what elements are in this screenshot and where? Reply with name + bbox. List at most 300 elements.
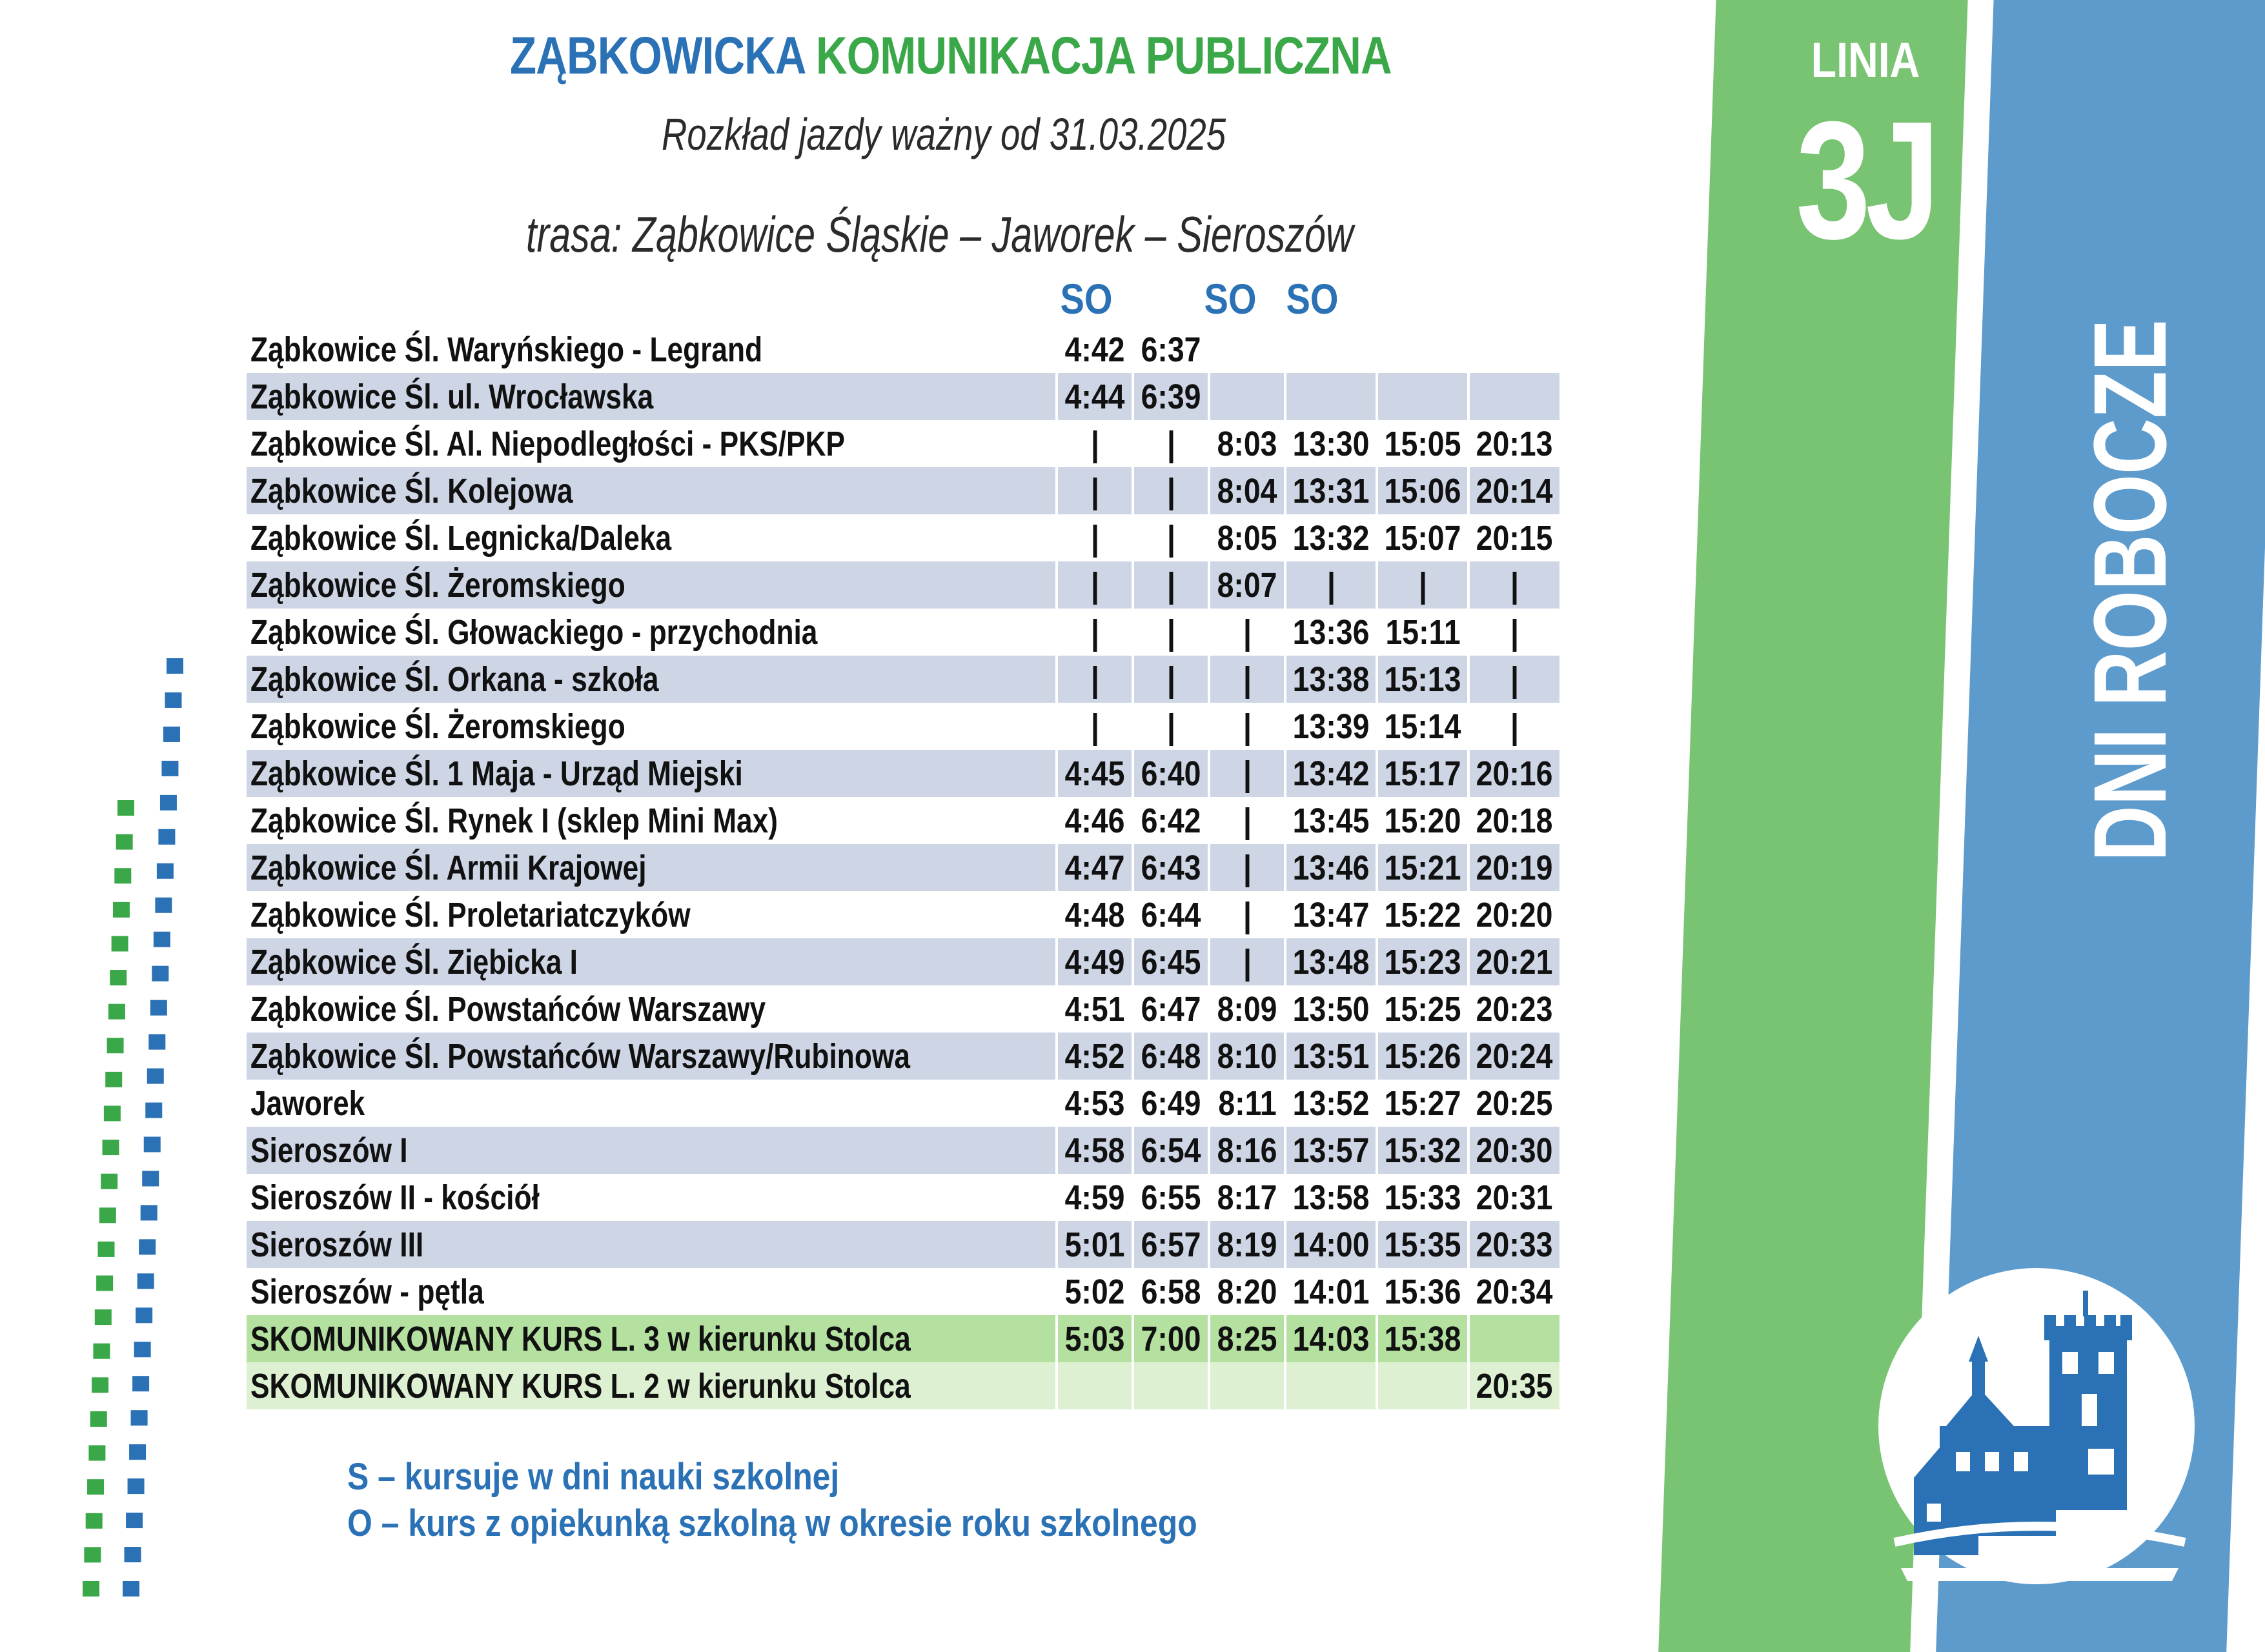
departure-time-text: | (1166, 424, 1175, 463)
departure-time-text: 4:44 (1064, 377, 1125, 416)
stop-name-text: Ząbkowice Śl. Al. Niepodległości - PKS/PKP (250, 424, 846, 463)
departure-time (1134, 1080, 1208, 1127)
departure-time-text: 4:47 (1064, 848, 1125, 887)
departure-time (1470, 656, 1559, 703)
stop-name-text: Ząbkowice Śl. Legnicka/Daleka (250, 518, 672, 558)
departure-time-text: 15:13 (1384, 660, 1461, 699)
departure-time (1286, 1362, 1376, 1409)
departure-time (1470, 938, 1559, 985)
route-text: trasa: Ząbkowice Śląskie – Jaworek – Sieroszów (526, 206, 1354, 263)
departure-time-text: 13:52 (1292, 1083, 1370, 1123)
departure-time (1286, 656, 1376, 703)
so-marker-col2: SO (1060, 275, 1113, 323)
green-dot (88, 1446, 105, 1461)
blue-dot (134, 1342, 151, 1357)
blue-dot (158, 829, 175, 845)
departure-time (1058, 326, 1132, 373)
departure-time-text: 8:04 (1217, 471, 1277, 510)
departure-time-text: | (1418, 565, 1427, 605)
table-row (247, 467, 1559, 514)
table-row (247, 1174, 1559, 1221)
departure-time-text: 6:40 (1141, 754, 1201, 793)
departure-time (1286, 750, 1376, 797)
departure-time-text: 15:11 (1385, 612, 1461, 652)
departure-time (1286, 1174, 1376, 1221)
departure-time-text: 8:09 (1217, 989, 1277, 1029)
title-part-2: KOMUNIKACJA PUBLICZNA (816, 26, 1392, 85)
departure-time (1210, 1127, 1284, 1174)
green-dot (93, 1344, 110, 1359)
departure-time-text: 15:22 (1384, 895, 1461, 934)
stop-name (247, 656, 1055, 703)
departure-time-text: 6:57 (1141, 1225, 1201, 1264)
table-row (247, 514, 1559, 561)
stop-name-text: Ząbkowice Śl. Orkana - szkoła (250, 660, 659, 699)
table-row (247, 1221, 1559, 1268)
departure-time (1470, 1362, 1559, 1409)
departure-time-text: | (1243, 942, 1252, 982)
departure-time (1286, 844, 1376, 891)
departure-time (1134, 844, 1208, 891)
table-row (247, 938, 1559, 985)
green-dot (99, 1207, 116, 1223)
departure-time (1210, 985, 1284, 1032)
departure-time (1470, 1080, 1559, 1127)
departure-time-text: | (1243, 660, 1252, 699)
blue-dot (137, 1273, 154, 1289)
departure-time-text: 4:49 (1064, 942, 1125, 982)
table-row (247, 373, 1559, 420)
departure-time (1210, 1315, 1284, 1362)
departure-time (1470, 561, 1559, 609)
departure-time-text: 20:33 (1476, 1225, 1553, 1264)
departure-time-text: 15:05 (1384, 424, 1461, 463)
decorative-dot-columns (0, 0, 258, 1600)
departure-time-text: | (1510, 565, 1519, 605)
departure-time (1470, 1268, 1559, 1315)
departure-time-text: 20:30 (1476, 1131, 1553, 1170)
green-dot (92, 1377, 108, 1393)
departure-time-text: 13:31 (1292, 471, 1370, 510)
departure-time-text: 5:03 (1064, 1319, 1125, 1358)
green-dot (116, 834, 133, 850)
green-dot (97, 1242, 114, 1257)
departure-time-text: 13:30 (1292, 424, 1370, 463)
stop-name-text: Ząbkowice Śl. Kolejowa (250, 471, 573, 510)
departure-time-text: 13:36 (1292, 612, 1370, 652)
departure-time-text: 13:45 (1292, 801, 1370, 840)
departure-time-text: 6:44 (1141, 895, 1201, 934)
departure-time-text: 8:07 (1217, 565, 1277, 605)
blue-dot (129, 1444, 146, 1460)
stop-name (247, 467, 1055, 514)
departure-time (1470, 1221, 1559, 1268)
departure-time (1058, 1221, 1132, 1268)
stop-name (247, 373, 1055, 420)
stop-name (247, 797, 1055, 844)
departure-time (1470, 844, 1559, 891)
stop-name-text: Ząbkowice Śl. Rynek I (sklep Mini Max) (250, 801, 778, 840)
departure-time-text: | (1090, 612, 1099, 652)
stop-name-text: Ząbkowice Śl. Armii Krajowej (250, 848, 647, 887)
departure-time-text: 15:27 (1384, 1083, 1461, 1123)
departure-time (1058, 1268, 1132, 1315)
departure-time-text: | (1243, 754, 1252, 793)
departure-time (1058, 844, 1132, 891)
departure-time-text: 15:26 (1384, 1036, 1461, 1076)
departure-time (1058, 467, 1132, 514)
departure-time-text: 15:21 (1384, 848, 1461, 887)
departure-time (1378, 1032, 1467, 1080)
departure-time (1058, 1362, 1132, 1409)
departure-time (1134, 1268, 1208, 1315)
departure-time (1470, 373, 1559, 420)
stop-name (247, 1174, 1055, 1221)
departure-time-text: | (1510, 660, 1519, 699)
departure-time-text: 15:25 (1384, 989, 1461, 1029)
blue-dot (128, 1478, 145, 1494)
green-dot (86, 1513, 103, 1529)
departure-time (1134, 1174, 1208, 1221)
blue-dot (142, 1171, 159, 1186)
stop-name-text: Ząbkowice Śl. Powstańców Warszawy (250, 989, 766, 1029)
departure-time-text: 14:00 (1292, 1225, 1370, 1264)
departure-time-text: | (1166, 518, 1175, 558)
departure-time (1470, 797, 1559, 844)
green-dot (103, 1140, 119, 1155)
departure-time (1210, 326, 1284, 373)
departure-time-text: 8:19 (1217, 1225, 1277, 1264)
departure-time (1470, 891, 1559, 938)
departure-time-text: 13:58 (1292, 1178, 1370, 1217)
departure-time-text: 20:24 (1476, 1036, 1553, 1076)
departure-time (1378, 844, 1467, 891)
green-dot (108, 1004, 125, 1020)
departure-time-text: | (1090, 707, 1099, 746)
departure-time-text: 6:55 (1141, 1178, 1201, 1217)
departure-time-text: | (1090, 660, 1099, 699)
stop-name-text: Ząbkowice Śl. Proletariatczyków (250, 895, 691, 934)
departure-time (1210, 1221, 1284, 1268)
departure-time-text: 8:20 (1217, 1272, 1277, 1311)
departure-time (1470, 1315, 1559, 1362)
departure-time (1470, 703, 1559, 750)
departure-time-text: 13:46 (1292, 848, 1370, 887)
departure-time (1134, 467, 1208, 514)
departure-time-text: 8:03 (1217, 424, 1277, 463)
green-dot (114, 868, 131, 883)
departure-time-text: 15:35 (1384, 1225, 1461, 1264)
so-marker-col5: SO (1286, 275, 1339, 323)
departure-time (1470, 609, 1559, 656)
departure-time-text: 6:54 (1141, 1131, 1201, 1170)
departure-time-text: 6:58 (1141, 1272, 1201, 1311)
departure-time (1134, 938, 1208, 985)
stop-name-text: Ząbkowice Śl. Żeromskiego (250, 565, 625, 605)
departure-time (1378, 1362, 1467, 1409)
blue-dot (155, 898, 172, 913)
blue-dot (131, 1410, 148, 1425)
departure-time (1378, 750, 1467, 797)
stop-name (247, 891, 1055, 938)
departure-time-text: 13:32 (1292, 518, 1370, 558)
departure-time-text: 20:35 (1476, 1366, 1553, 1405)
blue-dot (145, 1103, 162, 1118)
departure-time (1134, 1315, 1208, 1362)
stop-name-text: Ząbkowice Śl. ul. Wrocławska (250, 377, 654, 416)
green-dot (84, 1547, 101, 1562)
departure-time-text: | (1243, 848, 1252, 887)
departure-time-text: 13:38 (1292, 660, 1370, 699)
departure-time (1058, 1315, 1132, 1362)
blue-dot (157, 863, 174, 879)
departure-time (1134, 1032, 1208, 1080)
departure-time-text: | (1166, 660, 1175, 699)
stop-name-text: Ząbkowice Śl. 1 Maja - Urząd Miejski (250, 754, 743, 793)
blue-dot (150, 1000, 167, 1016)
departure-time (1210, 703, 1284, 750)
departure-time (1378, 1315, 1467, 1362)
departure-time-text: 6:43 (1141, 848, 1201, 887)
departure-time (1470, 467, 1559, 514)
departure-time (1470, 1127, 1559, 1174)
so-marker-col4: SO (1204, 275, 1257, 323)
departure-time-text: 4:45 (1064, 754, 1125, 793)
legend-s: S – kursuje w dni nauki szkolnej (347, 1456, 840, 1498)
table-row (247, 844, 1559, 891)
blue-dot (132, 1376, 149, 1391)
departure-time-text: 13:47 (1292, 895, 1370, 934)
stop-name-text: Sieroszów I (250, 1131, 408, 1170)
departure-time-text: 6:48 (1141, 1036, 1201, 1076)
table-row (247, 985, 1559, 1032)
departure-time-text: 13:42 (1292, 754, 1370, 793)
stop-name (247, 1032, 1055, 1080)
town-emblem-logo (1875, 1265, 2198, 1587)
departure-time (1286, 1221, 1376, 1268)
blue-dot (139, 1239, 156, 1254)
stop-name-text: Sieroszów - pętla (250, 1272, 484, 1311)
legend-o: O – kurs z opiekunką szkolną w okresie roku szkolnego (347, 1502, 1197, 1544)
table-row (247, 750, 1559, 797)
green-dot (96, 1276, 113, 1291)
departure-time-text: | (1166, 471, 1175, 510)
departure-time-text: 8:16 (1217, 1131, 1277, 1170)
blue-dot (123, 1581, 139, 1597)
departure-time (1470, 750, 1559, 797)
departure-time-text: 15:32 (1384, 1131, 1461, 1170)
green-dot (107, 1038, 124, 1053)
departure-time-text: 5:01 (1064, 1225, 1125, 1264)
departure-time (1286, 938, 1376, 985)
departure-time-text: 13:51 (1292, 1036, 1370, 1076)
blue-dot (161, 761, 178, 776)
departure-time (1286, 1127, 1376, 1174)
departure-time (1378, 797, 1467, 844)
departure-time (1470, 514, 1559, 561)
departure-time-text: 14:03 (1292, 1319, 1370, 1358)
departure-time (1286, 1268, 1376, 1315)
blue-dot (147, 1069, 164, 1084)
departure-time-text: 20:20 (1476, 895, 1553, 934)
blue-dot (165, 692, 181, 708)
departure-time (1286, 985, 1376, 1032)
stop-name (247, 609, 1055, 656)
departure-time (1286, 609, 1376, 656)
departure-time (1210, 797, 1284, 844)
departure-time-text: 4:58 (1064, 1131, 1125, 1170)
table-row (247, 1268, 1559, 1315)
departure-time-text: 20:19 (1476, 848, 1553, 887)
departure-time-text: 15:14 (1384, 707, 1461, 746)
departure-time-text: 8:05 (1217, 518, 1277, 558)
stop-name-text: Ząbkowice Śl. Waryńskiego - Legrand (250, 330, 763, 369)
departure-time (1286, 891, 1376, 938)
departure-time (1378, 1174, 1467, 1221)
departure-time (1058, 1080, 1132, 1127)
departure-time (1210, 938, 1284, 985)
departure-time (1286, 1315, 1376, 1362)
departure-time-text: 13:57 (1292, 1131, 1370, 1170)
departure-time (1210, 1032, 1284, 1080)
departure-time (1134, 1362, 1208, 1409)
table-row (247, 891, 1559, 938)
departure-time-text: 15:07 (1384, 518, 1461, 558)
departure-time-text: | (1166, 565, 1175, 605)
blue-dot (126, 1513, 143, 1528)
departure-time-text: | (1510, 707, 1519, 746)
departure-time (1134, 326, 1208, 373)
stop-name (247, 703, 1055, 750)
departure-time-text: 8:17 (1217, 1178, 1277, 1217)
table-row (247, 797, 1559, 844)
departure-time (1210, 656, 1284, 703)
departure-time-text: 6:42 (1141, 801, 1201, 840)
departure-time (1378, 326, 1467, 373)
departure-time-text: 14:01 (1292, 1272, 1370, 1311)
stop-name-text: Ząbkowice Śl. Powstańców Warszawy/Rubinowa (250, 1036, 910, 1076)
departure-time (1134, 609, 1208, 656)
departure-time (1210, 373, 1284, 420)
departure-time (1058, 938, 1132, 985)
departure-time (1470, 1174, 1559, 1221)
departure-time-text: 20:15 (1476, 518, 1553, 558)
departure-time (1134, 514, 1208, 561)
departure-time (1134, 656, 1208, 703)
blue-dot (141, 1205, 157, 1220)
stop-name-text: Ząbkowice Śl. Żeromskiego (250, 707, 625, 746)
departure-time-text: 4:46 (1064, 801, 1125, 840)
departure-time-text: 20:34 (1476, 1272, 1553, 1311)
green-dot (87, 1479, 104, 1495)
blue-dot (125, 1547, 141, 1562)
departure-time (1378, 985, 1467, 1032)
stop-name-text: Sieroszów II - kościół (250, 1178, 540, 1217)
departure-time-text: | (1243, 801, 1252, 840)
stop-name-text: Ząbkowice Śl. Głowackiego - przychodnia (250, 612, 818, 652)
departure-time (1210, 514, 1284, 561)
departure-time (1378, 609, 1467, 656)
stop-name-text: Jaworek (250, 1083, 365, 1123)
stop-name (247, 1362, 1055, 1409)
table-row (247, 326, 1559, 373)
departure-time (1210, 750, 1284, 797)
stop-name (247, 420, 1055, 467)
departure-time (1286, 1080, 1376, 1127)
table-row (247, 609, 1559, 656)
departure-time (1134, 797, 1208, 844)
departure-time-text: | (1243, 612, 1252, 652)
departure-time-text: 15:17 (1384, 754, 1461, 793)
table-row (247, 1315, 1559, 1362)
departure-time (1058, 609, 1132, 656)
stop-name (247, 985, 1055, 1032)
departure-time (1286, 420, 1376, 467)
departure-time (1058, 1032, 1132, 1080)
departure-time-text: 7:00 (1141, 1319, 1201, 1358)
departure-time-text: 4:48 (1064, 895, 1125, 934)
timetable (244, 326, 1562, 1409)
departure-time-text: | (1090, 424, 1099, 463)
departure-time-text: 20:13 (1476, 424, 1553, 463)
departure-time (1378, 891, 1467, 938)
blue-dot (152, 966, 168, 982)
departure-time-text: | (1243, 895, 1252, 934)
departure-time (1134, 750, 1208, 797)
stop-name-text: Sieroszów III (250, 1225, 424, 1264)
table-row (247, 561, 1559, 609)
day-type-label: DNI ROBOCZE (2072, 319, 2188, 861)
departure-time-text: | (1166, 612, 1175, 652)
departure-time (1378, 561, 1467, 609)
departure-time (1058, 561, 1132, 609)
stop-name-text: Ząbkowice Śl. Ziębicka I (250, 942, 578, 982)
stop-name (247, 561, 1055, 609)
line-number: 3J (1796, 87, 1935, 274)
departure-time-text: | (1166, 707, 1175, 746)
stop-name (247, 1221, 1055, 1268)
departure-time-text: 20:21 (1476, 942, 1553, 982)
green-dot (112, 936, 128, 951)
departure-time-text: 5:02 (1064, 1272, 1125, 1311)
departure-time (1134, 1221, 1208, 1268)
departure-time (1378, 1268, 1467, 1315)
departure-time (1210, 561, 1284, 609)
departure-time (1210, 609, 1284, 656)
departure-time (1210, 1174, 1284, 1221)
departure-time (1210, 420, 1284, 467)
table-row (247, 1080, 1559, 1127)
departure-time-text: | (1510, 612, 1519, 652)
departure-time (1210, 1268, 1284, 1315)
departure-time (1134, 373, 1208, 420)
departure-time (1058, 656, 1132, 703)
departure-time (1470, 1032, 1559, 1080)
departure-time (1470, 985, 1559, 1032)
departure-time (1286, 797, 1376, 844)
valid-from-text: Rozkład jazdy ważny od 31.03.2025 (662, 109, 1226, 159)
green-dot (101, 1174, 117, 1189)
departure-time (1286, 1032, 1376, 1080)
departure-time-text: 6:47 (1141, 989, 1201, 1029)
departure-time-text: 13:48 (1292, 942, 1370, 982)
stop-name (247, 938, 1055, 985)
stop-name (247, 1127, 1055, 1174)
departure-time-text: 6:37 (1141, 330, 1201, 369)
departure-time (1134, 420, 1208, 467)
departure-time-text: 15:33 (1384, 1178, 1461, 1217)
departure-time (1286, 373, 1376, 420)
